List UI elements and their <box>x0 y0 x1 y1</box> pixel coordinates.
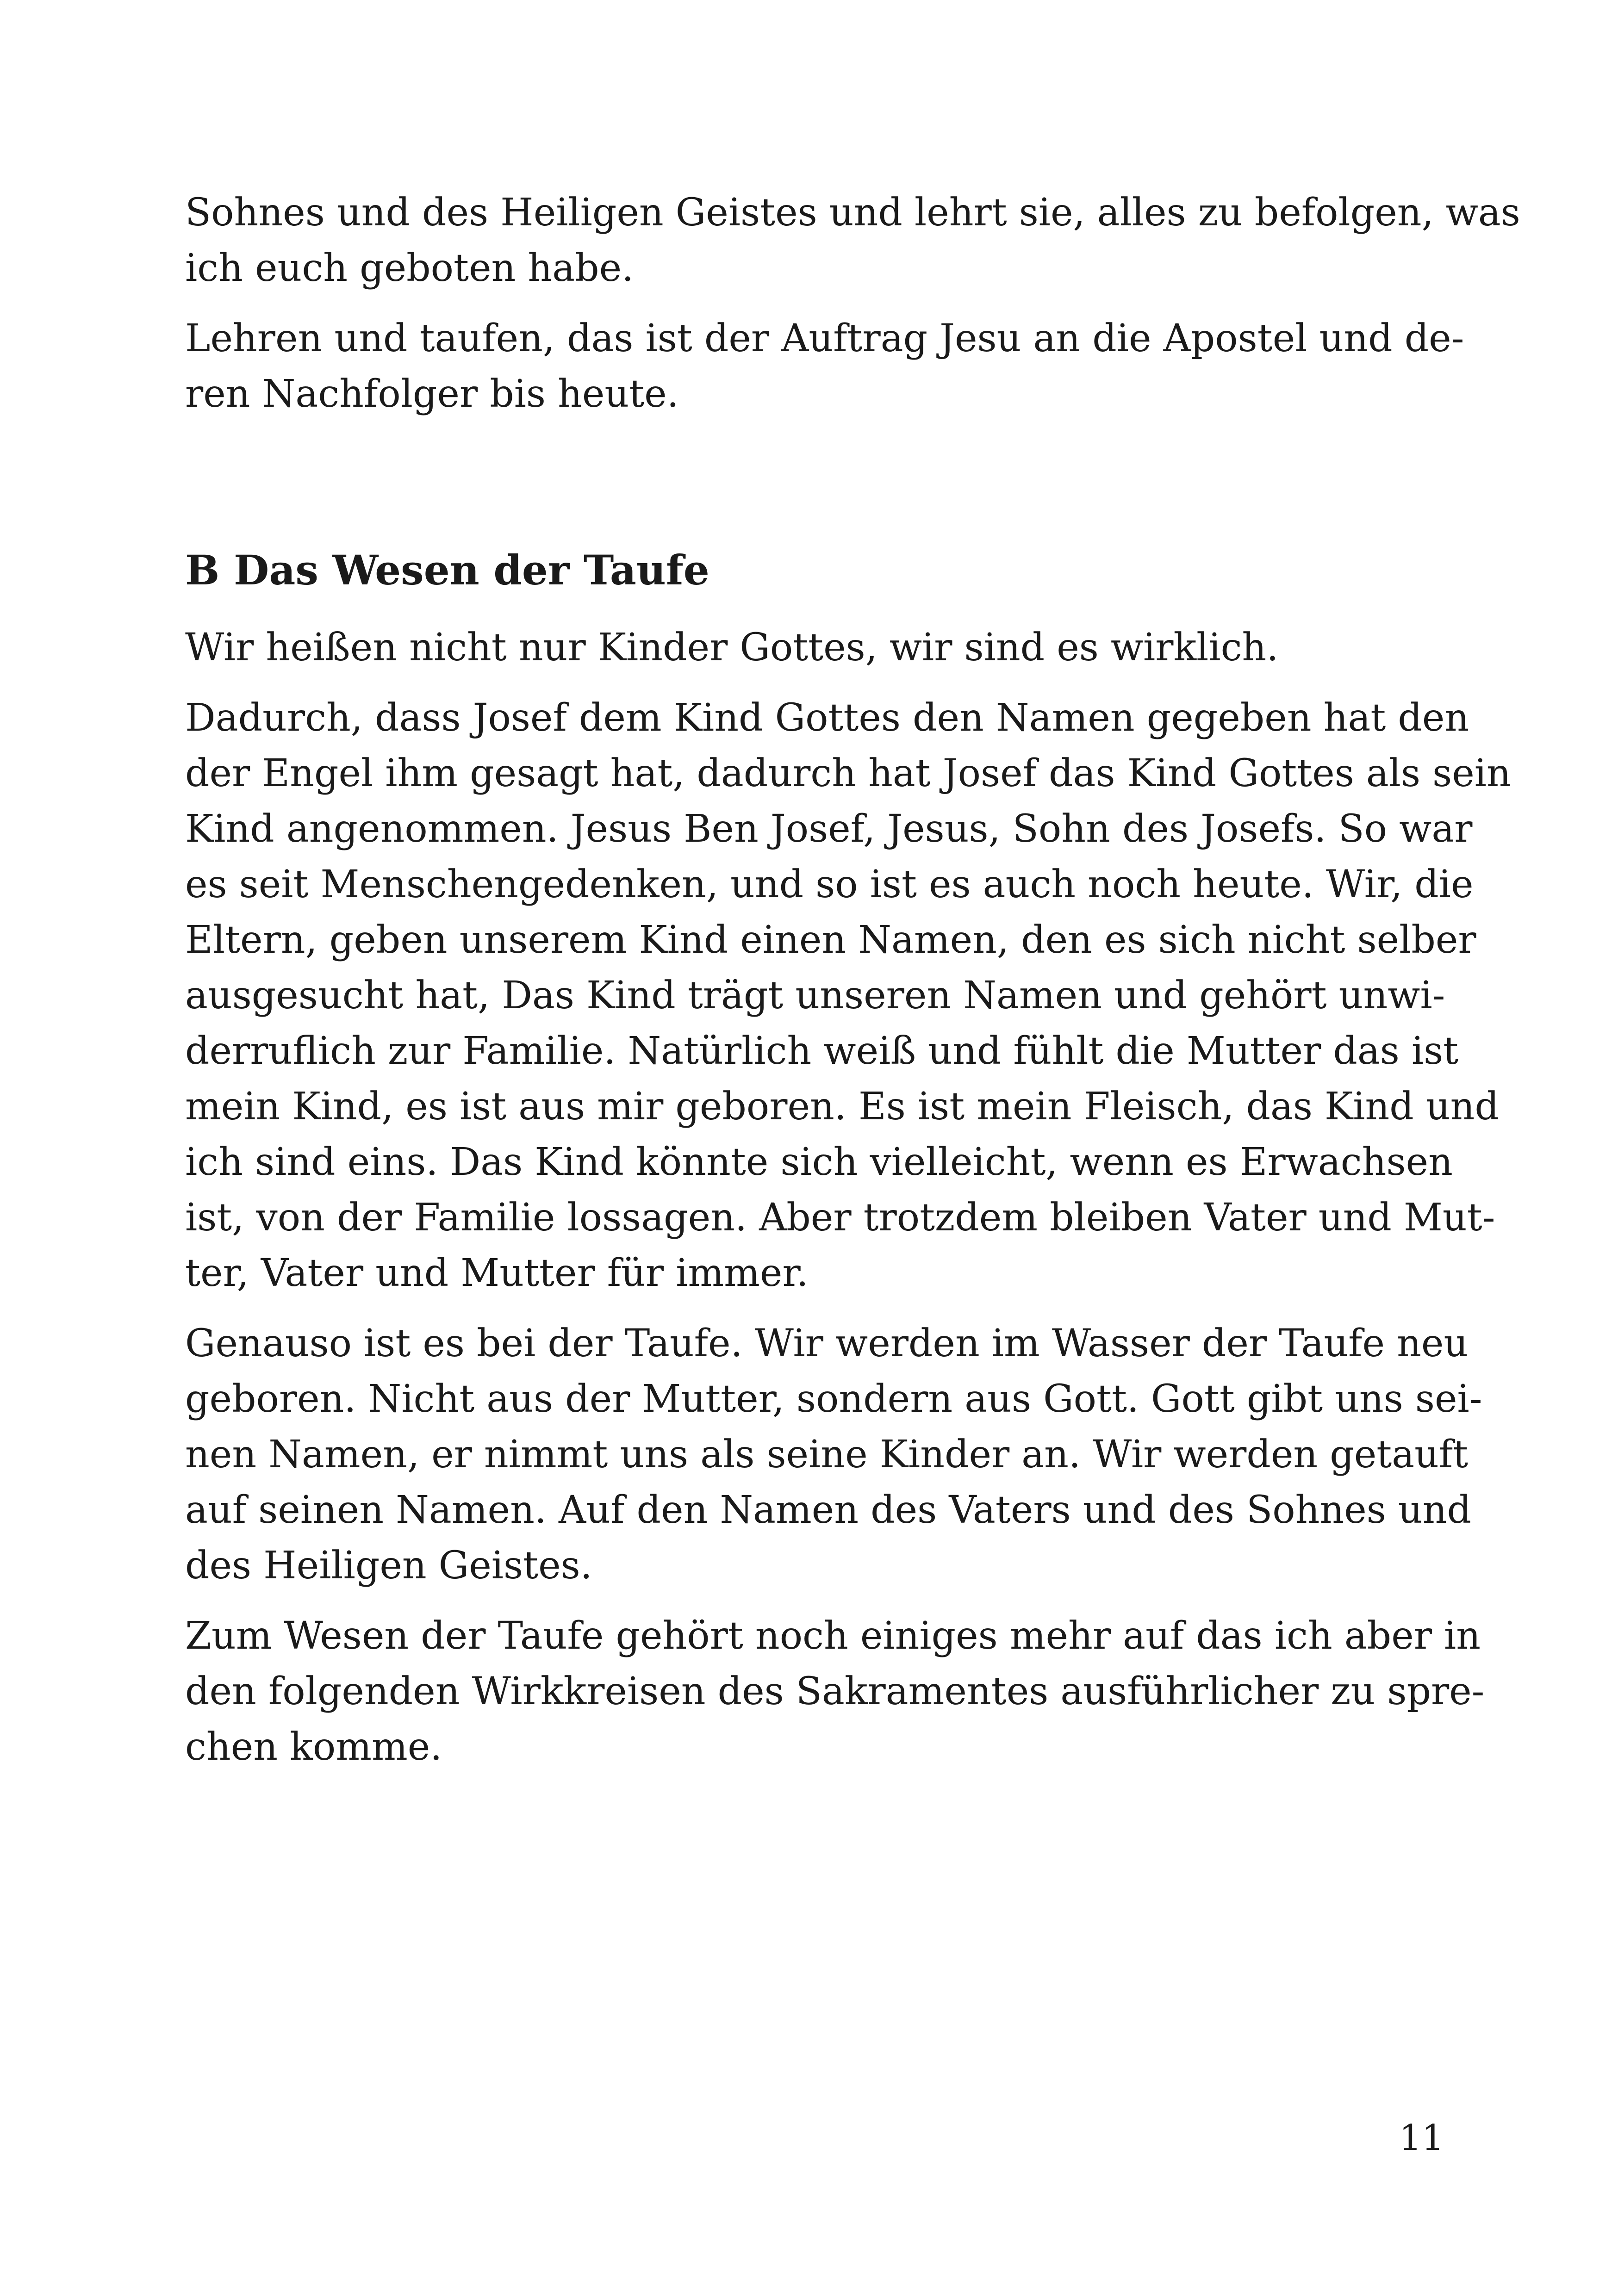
paragraph <box>185 620 1444 676</box>
text-line: es seit Menschengedenken, und so ist es auch noch heute. Wir, die <box>185 863 1474 906</box>
text-line: auf seinen Namen. Auf den Namen des Vaters und des Sohnes und <box>185 1488 1472 1532</box>
paragraph <box>185 1608 1485 1775</box>
paragraph <box>185 185 1520 296</box>
text-line: mein Kind, es ist aus mir geboren. Es ist mein Fleisch, das Kind und <box>185 1085 1499 1129</box>
section-heading: B Das Wesen der Taufe <box>185 546 709 594</box>
text-line: nen Namen, er nimmt uns als seine Kinder an. Wir werden getauft <box>185 1433 1469 1477</box>
paragraph <box>185 1316 1482 1594</box>
text-line: ter, Vater und Mutter für immer. <box>185 1251 809 1295</box>
text-line: ausgesucht hat, Das Kind trägt unseren Namen und gehört unwi- <box>185 974 1445 1018</box>
section-paragraphs <box>185 620 1511 1775</box>
text-line: ich sind eins. Das Kind könnte sich vielleicht, wenn es Erwachsen <box>185 1140 1453 1184</box>
paragraph <box>185 311 1464 422</box>
text-line: ren Nachfolger bis heute. <box>185 372 679 416</box>
text-line: chen komme. <box>185 1725 442 1769</box>
top-paragraphs <box>185 185 1520 422</box>
text-line: geboren. Nicht aus der Mutter, sondern aus Gott. Gott gibt uns sei- <box>185 1377 1482 1421</box>
paragraph <box>185 690 1511 1301</box>
text-line: Eltern, geben unserem Kind einen Namen, den es sich nicht selber <box>185 918 1476 962</box>
text-line: ich euch geboten habe. <box>185 246 634 290</box>
text-line: Zum Wesen der Taufe gehört noch einiges mehr auf das ich aber in <box>185 1614 1481 1658</box>
text-line: des Heiligen Geistes. <box>185 1544 592 1588</box>
text-line: Lehren und taufen, das ist der Auftrag Jesu an die Apostel und de- <box>185 316 1464 360</box>
text-line: Dadurch, dass Josef dem Kind Gottes den Namen gegeben hat den <box>185 696 1469 740</box>
text-line: derruflich zur Familie. Natürlich weiß und fühlt die Mutter das ist <box>185 1029 1459 1073</box>
text-line: Kind angenommen. Jesus Ben Josef, Jesus, Sohn des Josefs. So war <box>185 807 1473 851</box>
text-line: Wir heißen nicht nur Kinder Gottes, wir sind es wirklich. <box>185 626 1279 670</box>
text-line: der Engel ihm gesagt hat, dadurch hat Josef das Kind Gottes als sein <box>185 751 1511 795</box>
page-body <box>185 185 1520 1790</box>
text-line: den folgenden Wirkkreisen des Sakramentes ausführlicher zu spre- <box>185 1669 1485 1713</box>
text-line: ist, von der Familie lossagen. Aber trotzdem bleiben Vater und Mut- <box>185 1196 1495 1240</box>
text-line: Sohnes und des Heiligen Geistes und lehrt sie, alles zu befolgen, was <box>185 191 1520 235</box>
page-number: 11 <box>1399 2117 1444 2158</box>
text-line: Genauso ist es bei der Taufe. Wir werden im Wasser der Taufe neu <box>185 1322 1469 1365</box>
